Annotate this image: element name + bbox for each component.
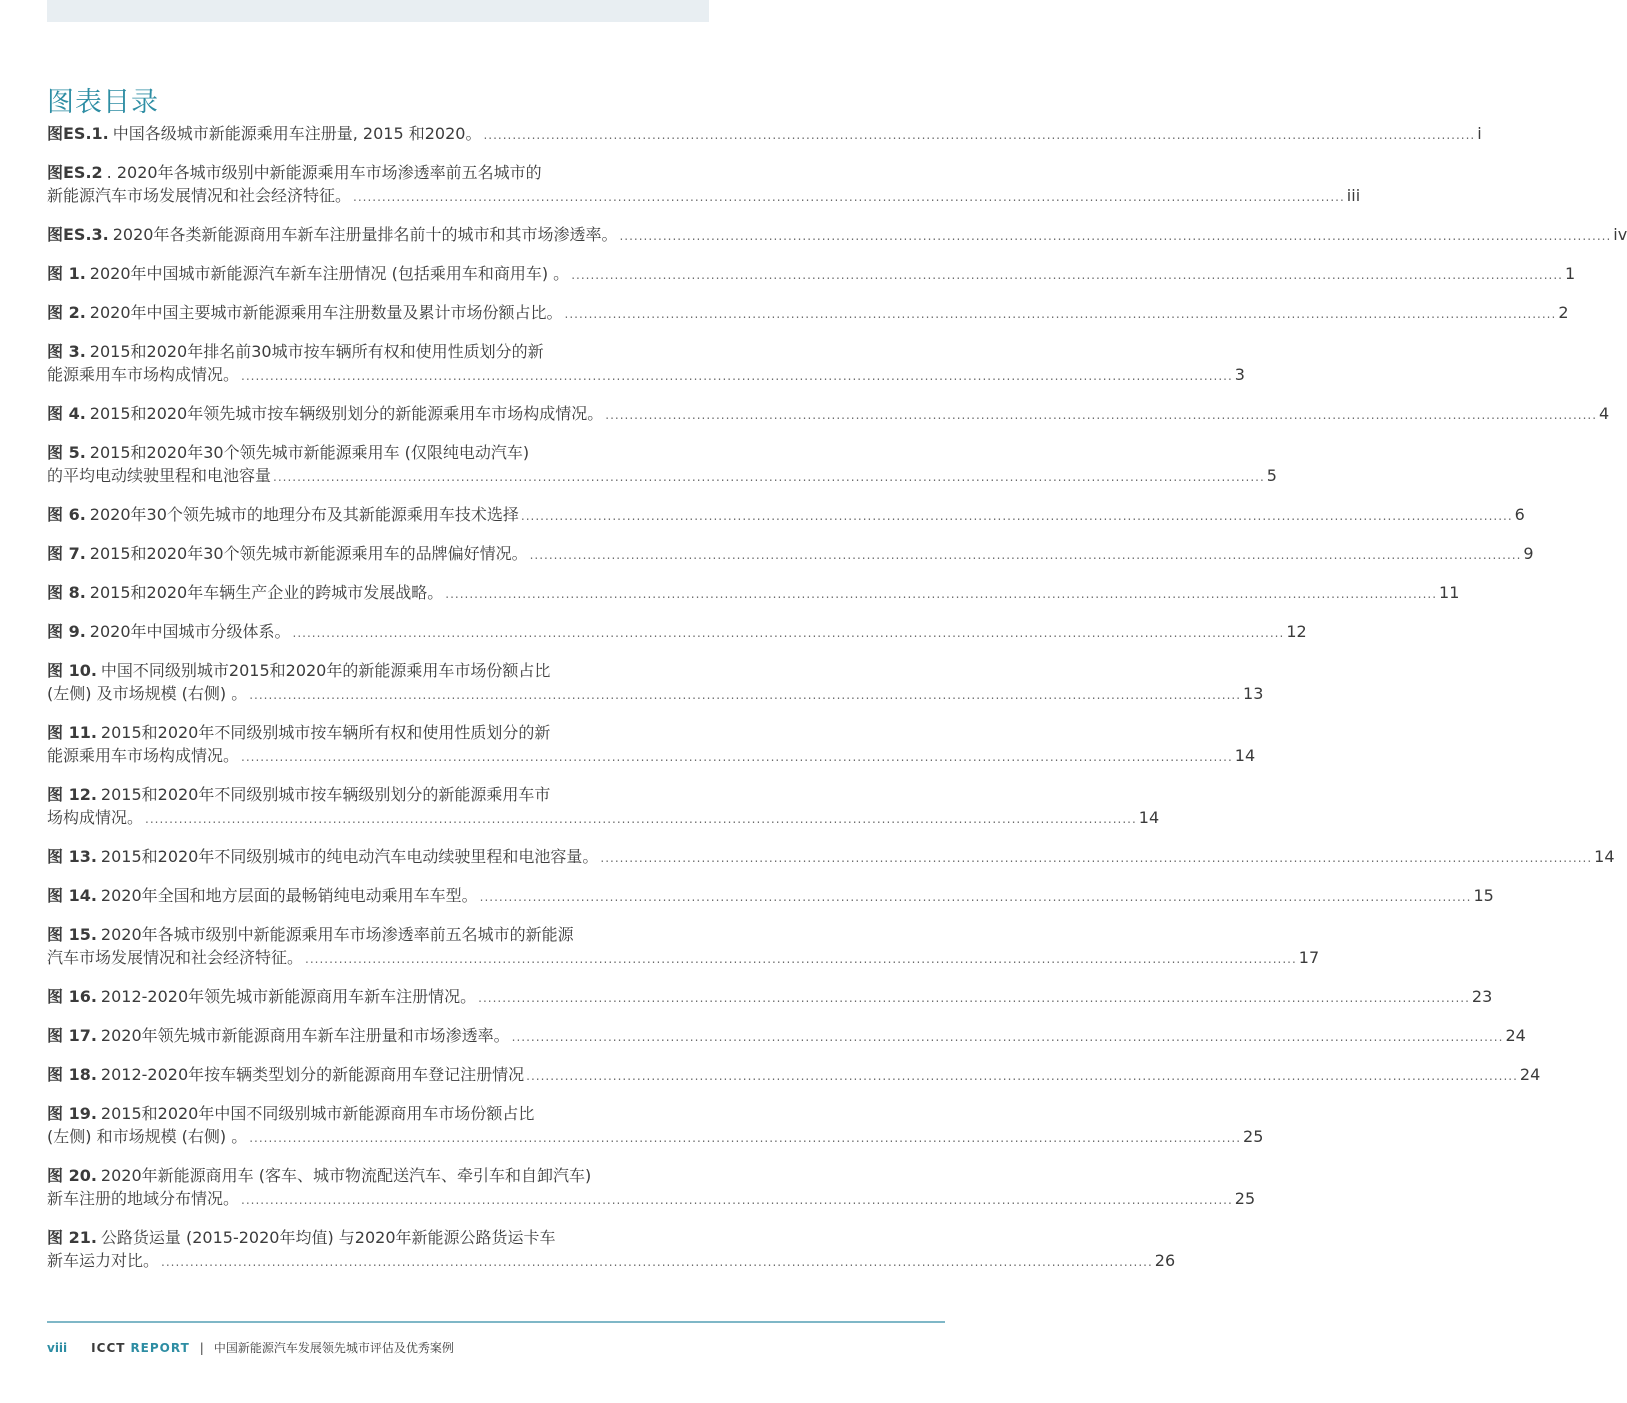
toc-entry-row [47,845,1615,870]
toc-entry-page-number: 11 [1439,583,1460,602]
toc-entry-row [47,1249,1176,1274]
toc-entry-row [47,620,1307,645]
toc-entry-text-line1: . 2020年各城市级别中新能源乘用车市场渗透率前五名城市的 [106,163,542,182]
toc-entry-label: 图ES.2 [47,163,103,182]
toc-entry-leader [619,225,1611,248]
page-title: 图表目录 [47,87,159,118]
toc-entry-leader [241,1189,1233,1212]
toc-list [47,122,1627,1288]
toc-entry-first-line [47,161,707,184]
toc-entry[interactable] [47,161,1361,209]
toc-entry-label: 图 14. [47,886,97,905]
toc-entry-text-line1: 2015和2020年30个领先城市新能源乘用车 (仅限纯电动汽车) [89,443,530,462]
toc-entry-page-number: iii [1346,186,1361,205]
toc-entry-row [47,744,1256,769]
toc-entry-page-number: 24 [1519,1065,1541,1084]
toc-entry-page-number: 25 [1234,1189,1256,1208]
footer-report: REPORT [130,1340,190,1355]
toc-entry-first-line [47,1102,707,1125]
toc-entry-row [47,1187,1256,1212]
toc-entry-text: 2015和2020年30个领先城市新能源乘用车的品牌偏好情况。 [89,544,528,563]
toc-entry-first-line [47,721,707,744]
toc-entry-leader [512,1026,1504,1049]
toc-entry-leader [530,544,1522,567]
toc-entry-row [47,503,1525,528]
toc-entry-text: 2020年领先城市新能源商用车新车注册量和市场渗透率。 [100,1026,510,1045]
toc-entry-first-line [47,1164,707,1187]
toc-entry-first-line [47,1226,707,1249]
toc-entry-label: 图ES.3. [47,225,109,244]
toc-entry-page-number: 15 [1473,886,1494,905]
toc-entry-label: 图 3. [47,342,86,361]
toc-entry-row [47,542,1534,567]
toc-entry-row [47,806,1160,831]
toc-entry-text-line1: 2015和2020年不同级别城市按车辆所有权和使用性质划分的新 [100,723,551,742]
toc-entry-page-number: 1 [1564,264,1576,283]
toc-entry-label: 图 7. [47,544,86,563]
toc-entry[interactable] [47,503,1525,528]
toc-entry-row [47,363,1245,388]
toc-entry-row [47,301,1569,326]
toc-entry-text: 2020年中国主要城市新能源乘用车注册数量及累计市场份额占比。 [89,303,563,322]
toc-entry[interactable] [47,223,1627,248]
toc-entry-row [47,884,1494,909]
toc-entry-row [47,223,1627,248]
toc-entry-label: 图 13. [47,847,97,866]
toc-entry-row [47,1125,1264,1150]
toc-entry-label: 图 5. [47,443,86,462]
toc-entry-text-line1: 公路货运量 (2015-2020年均值) 与2020年新能源公路货运卡车 [100,1228,556,1247]
toc-entry-row [47,402,1610,427]
toc-entry-label: 图 12. [47,785,97,804]
footer [47,1339,454,1356]
toc-entry-page-number: 14 [1234,746,1256,765]
toc-entry-page-number: 4 [1599,404,1610,423]
toc-entry-row [47,184,1361,209]
toc-entry-leader [161,1251,1153,1274]
toc-entry[interactable] [47,845,1615,870]
toc-entry-leader [605,404,1597,427]
toc-entry-text: 新车运力对比。 [47,1251,160,1270]
toc-entry-first-line [47,659,707,682]
toc-entry-leader [249,684,1241,707]
toc-entry[interactable] [47,1024,1526,1049]
toc-entry-page-number: 24 [1505,1026,1526,1045]
toc-entry[interactable] [47,340,1245,388]
toc-entry-text: 的平均电动续驶里程和电池容量 [47,466,272,485]
toc-entry-first-line [47,441,707,464]
toc-entry[interactable] [47,402,1610,427]
toc-entry[interactable] [47,262,1576,287]
toc-entry-label: 图 1. [47,264,86,283]
toc-entry-text: 2020年全国和地方层面的最畅销纯电动乘用车车型。 [100,886,478,905]
toc-entry-page-number: i [1477,124,1482,143]
toc-entry-first-line [47,783,707,806]
toc-entry[interactable] [47,884,1494,909]
toc-entry-text: 汽车市场发展情况和社会经济特征。 [47,948,304,967]
toc-entry-text-line1: 2020年新能源商用车 (客车、城市物流配送汽车、牵引车和自卸汽车) [100,1166,592,1185]
toc-entry-leader [241,365,1233,388]
toc-entry-leader [478,987,1470,1010]
toc-entry-text: 2015和2020年领先城市按车辆级别划分的新能源乘用车市场构成情况。 [89,404,604,423]
toc-entry-label: 图 9. [47,622,86,641]
toc-entry-leader [249,1127,1241,1150]
toc-entry-text: 2020年中国城市分级体系。 [89,622,291,641]
toc-entry[interactable] [47,1164,1256,1212]
toc-entry-label: 图 6. [47,505,86,524]
toc-entry-label: 图 4. [47,404,86,423]
toc-entry-leader [526,1065,1518,1088]
toc-entry-leader [273,466,1265,489]
toc-entry-page-number: 2 [1558,303,1569,322]
toc-entry-leader [145,808,1137,831]
toc-entry-label: 图 10. [47,661,97,680]
toc-entry-text: 新车注册的地域分布情况。 [47,1189,240,1208]
toc-entry-leader [565,303,1557,326]
footer-separator: | [199,1340,204,1355]
top-band [47,0,709,22]
toc-entry-label: 图 16. [47,987,97,1006]
toc-entry-leader [600,847,1592,870]
toc-entry-leader [483,124,1475,147]
toc-entry[interactable] [47,581,1460,606]
toc-entry-row [47,985,1493,1010]
toc-entry-page-number: 26 [1154,1251,1176,1270]
toc-entry-first-line [47,923,707,946]
footer-org: ICCT [91,1340,126,1355]
toc-entry-text-line1: 2015和2020年中国不同级别城市新能源商用车市场份额占比 [100,1104,535,1123]
toc-entry-text: (左侧) 和市场规模 (右侧) 。 [47,1127,248,1146]
toc-entry-text: 2015和2020年不同级别城市的纯电动汽车电动续驶里程和电池容量。 [100,847,599,866]
toc-entry-text-line1: 2015和2020年排名前30城市按车辆所有权和使用性质划分的新 [89,342,544,361]
toc-entry-page-number: iv [1613,225,1627,244]
toc-entry[interactable] [47,1102,1264,1150]
toc-entry-text: 能源乘用车市场构成情况。 [47,746,240,765]
toc-entry-text: 场构成情况。 [47,808,144,827]
toc-entry-leader [305,948,1297,971]
toc-entry-row [47,581,1460,606]
toc-entry-text: (左侧) 及市场规模 (右侧) 。 [47,684,248,703]
toc-entry-text: 2012-2020年领先城市新能源商用车新车注册情况。 [100,987,477,1006]
toc-entry-text: 中国各级城市新能源乘用车注册量, 2015 和2020。 [112,124,482,143]
toc-entry-page-number: 6 [1514,505,1525,524]
toc-entry-row [47,1024,1526,1049]
toc-entry[interactable] [47,659,1264,707]
toc-entry[interactable] [47,1226,1176,1274]
toc-entry-label: 图 15. [47,925,97,944]
toc-entry-text: 2020年中国城市新能源汽车新车注册情况 (包括乘用车和商用车) 。 [89,264,570,283]
toc-entry-page-number: 12 [1286,622,1307,641]
footer-doc-title: 中国新能源汽车发展领先城市评估及优秀案例 [213,1341,454,1355]
toc-entry-row [47,122,1482,147]
toc-entry[interactable] [47,620,1307,645]
toc-entry-leader [480,886,1472,909]
toc-entry-label: 图 2. [47,303,86,322]
toc-entry-label: 图 19. [47,1104,97,1123]
toc-entry-leader [241,746,1233,769]
toc-entry-text: 2015和2020年车辆生产企业的跨城市发展战略。 [89,583,444,602]
toc-entry-text: 2012-2020年按车辆类型划分的新能源商用车登记注册情况 [100,1065,525,1084]
toc-entry[interactable] [47,301,1569,326]
toc-entry[interactable] [47,122,1482,147]
toc-entry-page-number: 25 [1243,1127,1264,1146]
footer-page-number: viii [47,1340,68,1355]
toc-entry[interactable] [47,783,1160,831]
toc-entry-page-number: 23 [1471,987,1493,1006]
toc-entry-row [47,464,1277,489]
toc-entry-label: 图 8. [47,583,86,602]
toc-entry-page-number: 17 [1298,948,1320,967]
toc-entry[interactable] [47,441,1277,489]
toc-entry-text-line1: 2015和2020年不同级别城市按车辆级别划分的新能源乘用车市 [100,785,551,804]
toc-entry-leader [293,622,1285,645]
toc-entry-text: 2020年30个领先城市的地理分布及其新能源乘用车技术选择 [89,505,519,524]
toc-entry-row [47,946,1320,971]
toc-entry-text: 能源乘用车市场构成情况。 [47,365,240,384]
toc-entry-label: 图 18. [47,1065,97,1084]
toc-entry[interactable] [47,985,1493,1010]
toc-entry-page-number: 3 [1234,365,1245,384]
toc-entry-leader [353,186,1345,209]
toc-entry-page-number: 13 [1243,684,1264,703]
toc-entry-row [47,682,1264,707]
toc-entry-page-number: 14 [1138,808,1160,827]
toc-entry-leader [521,505,1513,528]
toc-entry-first-line [47,340,707,363]
toc-entry-label: 图 20. [47,1166,97,1185]
toc-entry[interactable] [47,542,1534,567]
toc-entry-page-number: 5 [1266,466,1277,485]
toc-entry-text-line1: 中国不同级别城市2015和2020年的新能源乘用车市场份额占比 [100,661,551,680]
toc-entry-page-number: 14 [1594,847,1615,866]
toc-entry-text-line1: 2020年各城市级别中新能源乘用车市场渗透率前五名城市的新能源 [100,925,574,944]
toc-entry-text: 2020年各类新能源商用车新车注册量排名前十的城市和其市场渗透率。 [112,225,618,244]
toc-entry[interactable] [47,721,1256,769]
toc-entry[interactable] [47,1063,1541,1088]
toc-entry-row [47,1063,1541,1088]
toc-entry-label: 图ES.1. [47,124,109,143]
toc-entry-label: 图 21. [47,1228,97,1247]
toc-entry-label: 图 11. [47,723,97,742]
toc-entry-leader [571,264,1563,287]
toc-entry-text: 新能源汽车市场发展情况和社会经济特征。 [47,186,352,205]
toc-entry-label: 图 17. [47,1026,97,1045]
toc-entry[interactable] [47,923,1320,971]
toc-entry-row [47,262,1576,287]
toc-entry-page-number: 9 [1523,544,1534,563]
footer-rule [47,1321,945,1323]
toc-entry-leader [445,583,1437,606]
